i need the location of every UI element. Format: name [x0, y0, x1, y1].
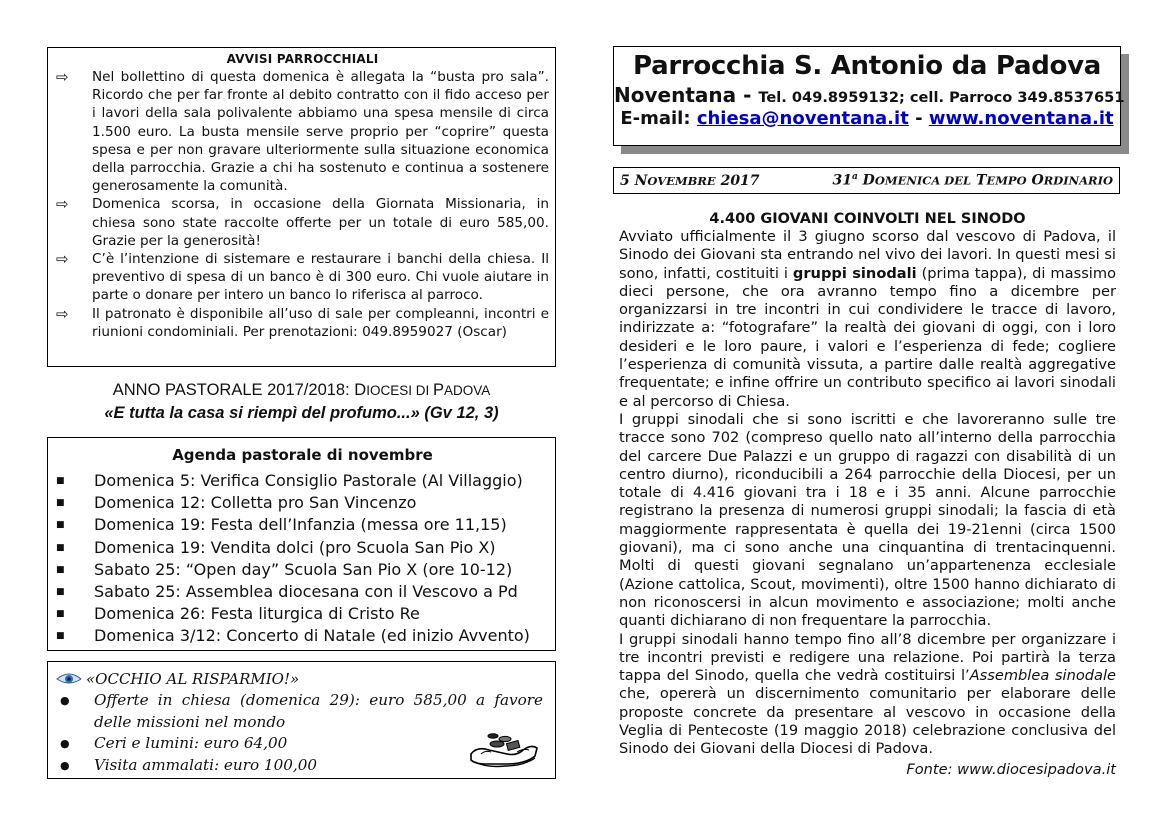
agenda-item: ■ Domenica 19: Vendita dolci (pro Scuola San Pio X): [56, 537, 549, 559]
agenda-item: ■ Sabato 25: Assemblea diocesana con il Vescovo a Pd: [56, 581, 549, 603]
bullet-dot-icon: ●: [60, 694, 70, 707]
bullet-square-icon: ■: [56, 609, 65, 620]
bullet-dot-icon: ●: [60, 758, 70, 772]
parish-contacts: Noventana - Tel. 049.8959132; cell. Parroco 349.8537651: [614, 83, 1125, 107]
avviso-item: [56, 68, 549, 195]
bullet-square-icon: ■: [56, 587, 65, 598]
avviso-text: C’è l’intenzione di sistemare e restaurare i banchi della chiesa. Il preventivo di spesa di un banco è di 300 euro. Chi vuole aiutare in parte o donare per intero un banco lo riferisca al parroco.: [92, 251, 549, 304]
bullet-square-icon: ■: [56, 631, 65, 642]
occhio-title: «OCCHIO AL RISPARMIO!»: [86, 670, 300, 688]
liturgical-sunday: 31$^a$ DOMENICA DEL TEMPO ORDINARIO: [832, 172, 1113, 189]
parish-web: E-mail: chiesa@noventana.it - www.noventana.it: [620, 108, 1114, 129]
parish-header: [613, 46, 1125, 146]
bullet-square-icon: ■: [56, 542, 65, 553]
avvisi-box: [47, 47, 556, 367]
agenda-item: ■ Sabato 25: “Open day” Scuola San Pio X (ore 10-12): [56, 559, 549, 581]
article-source: Fonte: www.diocesipadova.it: [906, 760, 1116, 778]
anno-pastorale-motto: «E tutta la casa si riempì del profumo...» (Gv 12, 3): [104, 404, 499, 422]
bullet-square-icon: ■: [56, 476, 65, 486]
occhio-item: ● Ceri e lumini: euro 64,00: [56, 733, 547, 755]
article-title: 4.400 GIOVANI COINVOLTI NEL SINODO: [709, 211, 1026, 227]
hands-coins-icon: [467, 724, 541, 770]
agenda-title: Agenda pastorale di novembre: [172, 446, 433, 464]
anno-pastorale: [47, 380, 556, 425]
arrow-right-outline-icon: ⇨: [56, 68, 69, 86]
avviso-text: Il patronato è disponibile all’uso di sale per compleanni, incontri e riunioni condominiali. Per prenotazioni: 049.8959027 (Oscar): [92, 305, 549, 340]
avviso-text: Nel bollettino di questa domenica è allegata la “busta pro sala”. Ricordo che per far fronte al debito contratto con il fido acceso per i lavori della sala polivalente abbiamo una spesa mensile di circa 1.500 euro. La busta mensile serve proprio per “coprire” questa spesa e per non gravare ulteriormente sulla situazione economica della parrocchia. Grazie a chi ha sostenuto e continua a sostenere generosamente la comunità.: [92, 69, 549, 195]
agenda-item: ■ Domenica 12: Colletta pro San Vincenzo: [56, 492, 549, 514]
agenda-item: ■ Domenica 19: Festa dell’Infanzia (messa ore 11,15): [56, 514, 549, 536]
website-link[interactable]: www.noventana.it: [928, 108, 1114, 129]
avviso-item: [56, 195, 549, 250]
email-link[interactable]: chiesa@noventana.it: [696, 108, 909, 129]
agenda-item: ■ Domenica 26: Festa liturgica di Cristo Re: [56, 603, 549, 625]
occhio-box: [47, 661, 556, 779]
bullet-dot-icon: ●: [60, 737, 70, 750]
arrow-right-outline-icon: ⇨: [56, 304, 69, 323]
avvisi-title: AVVISI PARROCCHIALI: [226, 52, 379, 66]
issue-date: 5 NOVEMBRE 2017: [620, 172, 760, 189]
anno-pastorale-title: ANNO PASTORALE 2017/2018: DIOCESI DI PADOVA: [112, 381, 491, 399]
avviso-item: [56, 250, 549, 305]
arrow-right-outline-icon: ⇨: [56, 250, 69, 269]
article-paragraph: I gruppi sinodali hanno tempo fino all’8 dicembre per organizzare i tre incontri previsti e redigere una relazione. Poi partirà la terza tappa del Sinodo, quella che vedrà costituirsi l’Assemblea sinodale che, opererà un discernimento comunitario per elaborare delle proposte concrete da presentare al vescovo in occasione della Veglia di Pentecoste (19 maggio 2018) celebrazione conclusiva del Sinodo dei Giovani della Diocesi di Padova.: [619, 630, 1117, 758]
arrow-right-outline-icon: ⇨: [56, 195, 69, 214]
article: [619, 210, 1116, 781]
bullet-square-icon: ■: [56, 564, 65, 575]
agenda-box: [47, 437, 556, 651]
occhio-item: ● Offerte in chiesa (domenica 29): euro 585,00 a favore delle missioni nel mondo: [56, 690, 547, 733]
occhio-item: ● Visita ammalati: euro 100,00: [56, 755, 547, 777]
parish-name: Parrocchia S. Antonio da Padova: [633, 51, 1101, 81]
eye-icon: [56, 672, 82, 686]
bullet-square-icon: ■: [56, 498, 65, 509]
occhio-header: [56, 668, 547, 690]
article-paragraph: Avviato ufficialmente il 3 giugno scorso dal vescovo di Padova, il Sinodo dei Giovani sta entrando nel vivo dei lavori. In questi mesi si sono, infatti, costituiti i gruppi sinodali (prima tappa), di massimo dieci persone, che ora avranno tempo fino a dicembre per organizzarsi in tre incontri in cui condividere le tracce di lavoro, indirizzate a: “fotografare” la realtà dei giovani di oggi, con i loro desideri e le loro paure, i valori e l’esperienza di fede; cogliere l’esperienza di comunità vissuta, a partire dalle realtà aggregative frequentate; e infine offrire un contributo specifico ai lavori sinodali e al percorso di Chiesa.: [619, 228, 1116, 410]
date-bar: [613, 167, 1120, 194]
avviso-text: Domenica scorsa, in occasione della Giornata Missionaria, in chiesa sono state raccolte offerte per un totale di euro 585,00. Grazie per la generosità!: [92, 196, 549, 249]
agenda-item: ■ Domenica 3/12: Concerto di Natale (ed inizio Avvento): [56, 625, 549, 647]
avviso-item: [56, 305, 549, 341]
article-paragraph: I gruppi sinodali che si sono iscritti e che lavoreranno sulle tre tracce sono 702 (compreso quello nato all’interno della parrocchia del carcere Due Palazzi e un gruppo di ragazzi con disabilità di un centro diurno), riconducibili a 264 parrocchie della Diocesi, per un totale di 4.416 giovani tra i 18 e i 35 anni. Alcune parrocchie registrano la presenza di numerosi gruppi sinodali; la fascia di età maggiormente rappresentata è quella dei 19-21enni (circa 1500 giovani), ma ci sono anche una cinquantina di trentacinquenni. Molti di questi giovani segnalano un’appartenenza ecclesiale (Azione cattolica, Scout, movimenti), oltre 1500 hanno dichiarato di non riconoscersi in alcun movimento e associazione; molti anche quanti dichiarano di non frequentare la parrocchia.: [619, 410, 1116, 630]
agenda-item: ■ Domenica 5: Verifica Consiglio Pastorale (Al Villaggio): [56, 470, 549, 492]
bullet-square-icon: ■: [56, 520, 65, 531]
